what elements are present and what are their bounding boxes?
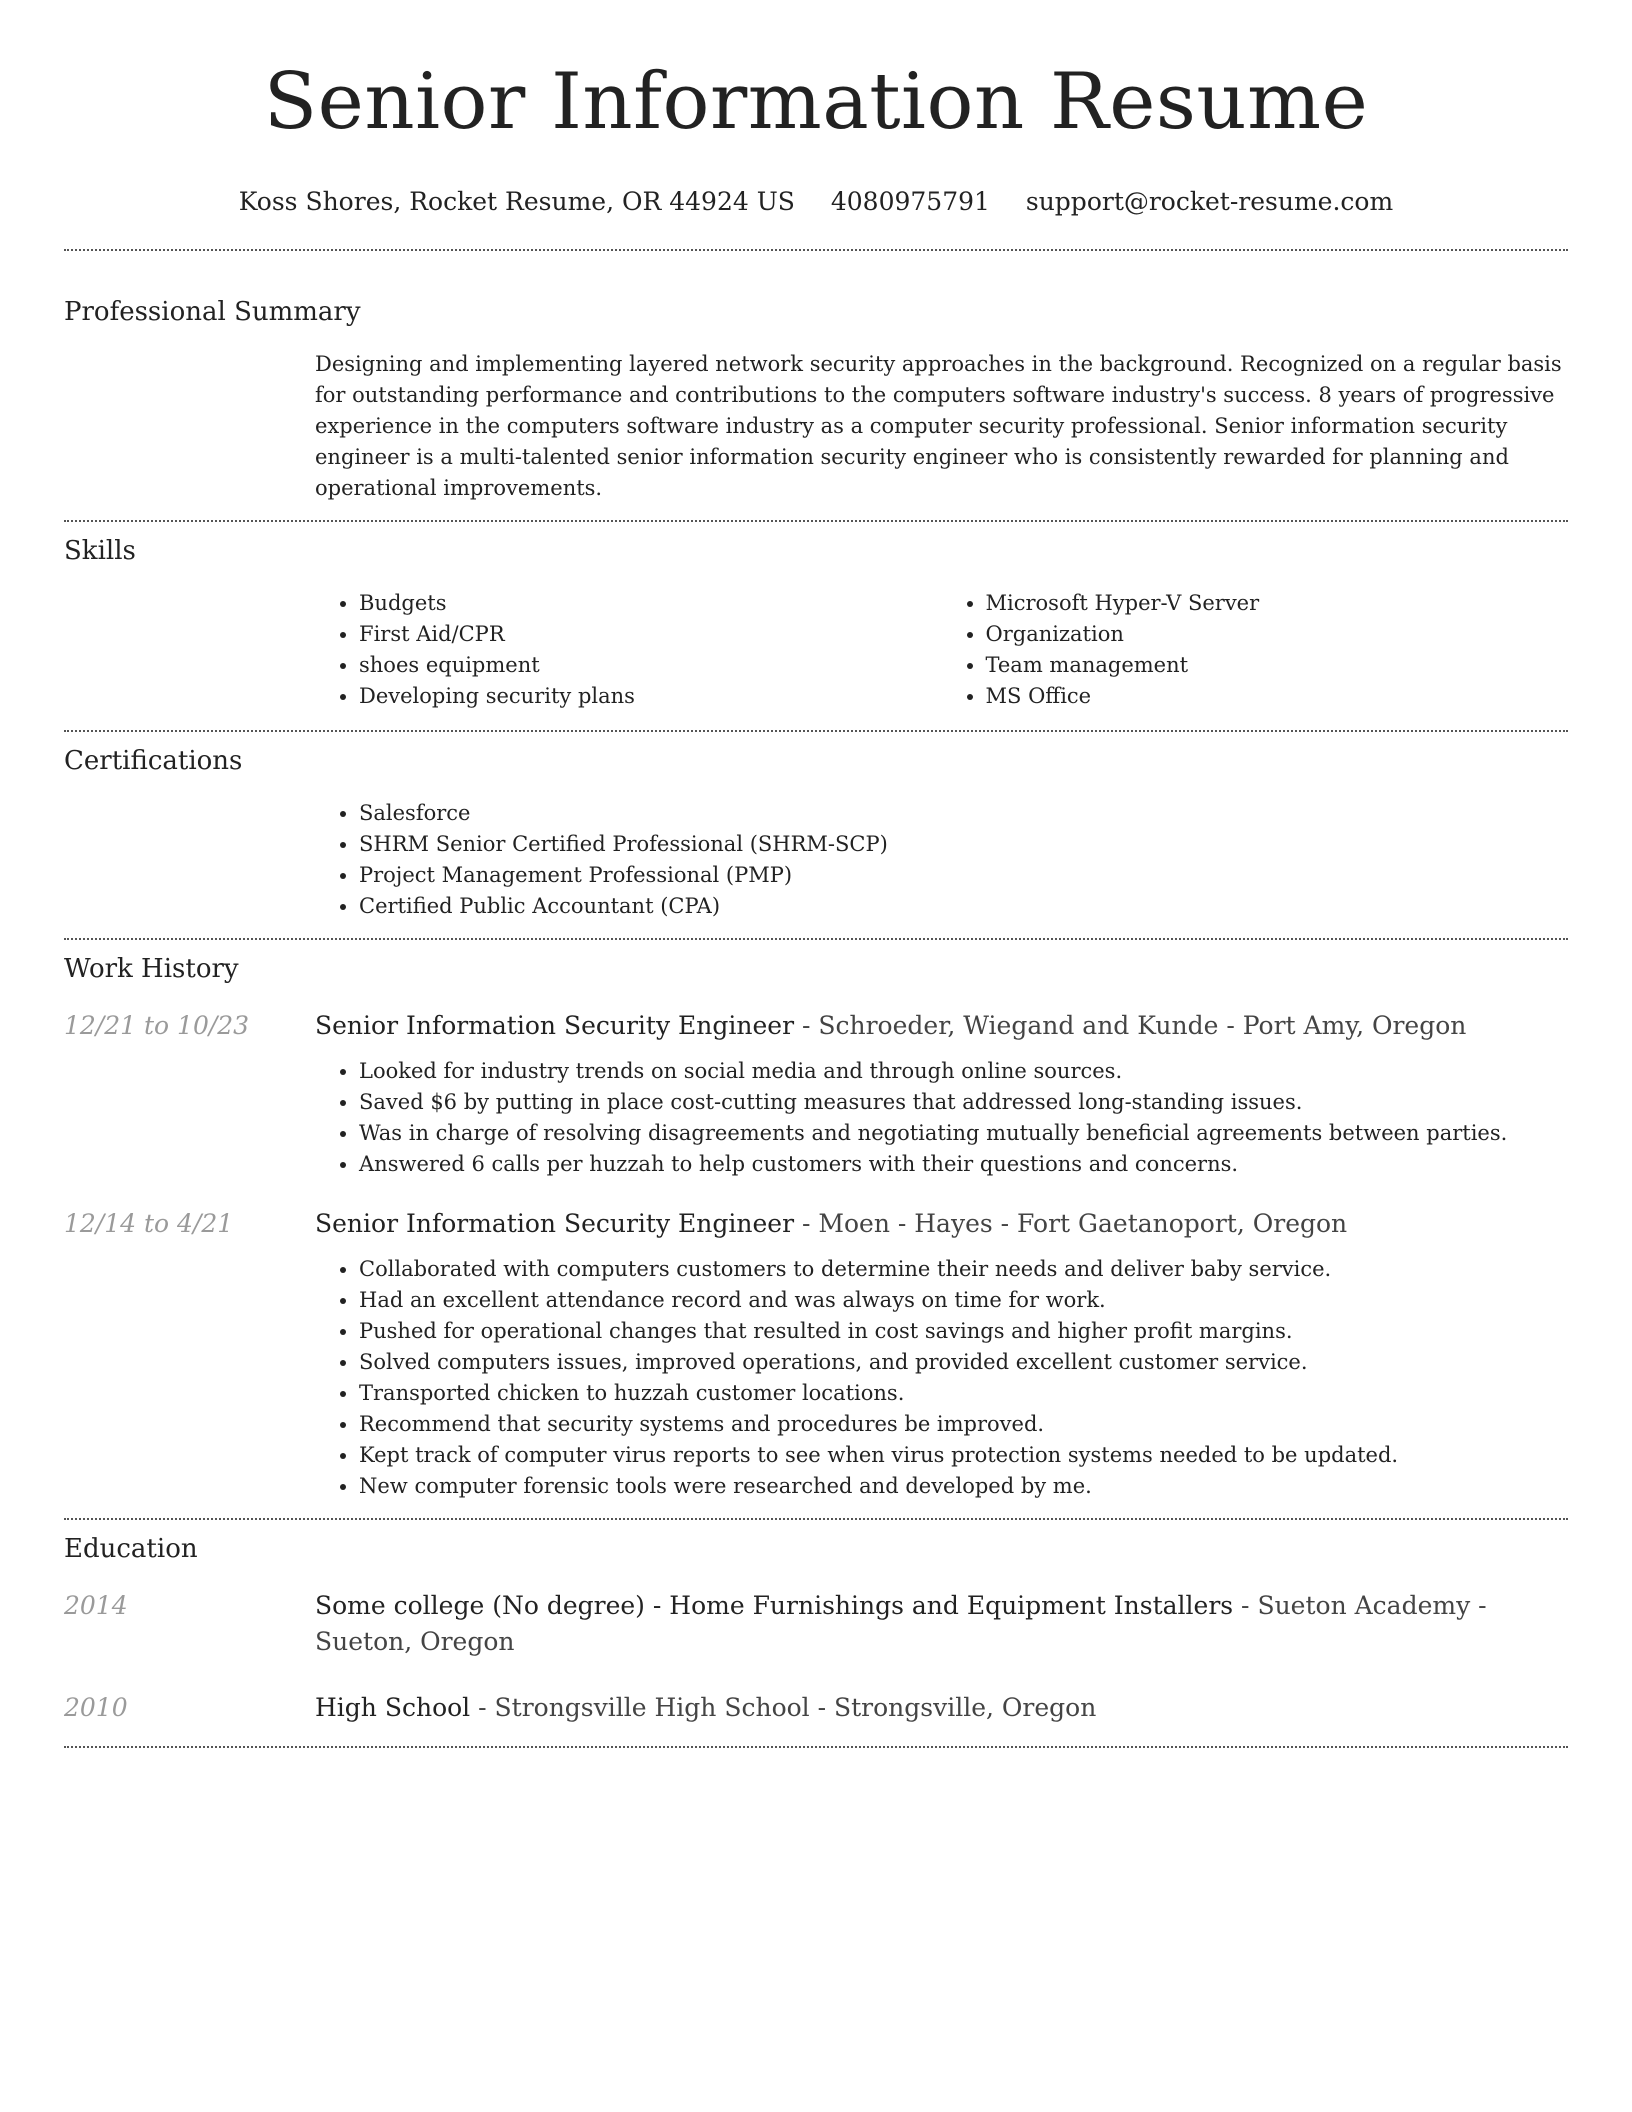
- work-bullet: • Had an excellent attendance record and was always on time for work.: [359, 1285, 1568, 1316]
- section-title-summary: Professional Summary: [64, 297, 361, 327]
- work-bullet: • Solved computers issues, improved operations, and provided excellent customer service.: [359, 1347, 1568, 1378]
- work-bullet: • Pushed for operational changes that resulted in cost savings and higher profit margins.: [359, 1316, 1568, 1347]
- work-bullet: • Transported chicken to huzzah customer locations.: [359, 1378, 1568, 1409]
- summary-text: Designing and implementing layered network security approaches in the background. Recognized on a regular basis for outstanding performance and contributions to the computers software industry's success. 8 years of progressive experience in the computers software industry as a computer security professional. Senior information security engineer is a multi-talented senior information security engineer who is consistently rewarded for planning and operational improvements.: [315, 352, 1562, 500]
- skill-item: • Developing security plans: [359, 681, 942, 712]
- section-title-work: Work History: [64, 954, 239, 984]
- section-title-certifications: Certifications: [64, 746, 243, 776]
- education-year: 2010: [64, 1693, 128, 1722]
- skill-item: • shoes equipment: [359, 650, 942, 681]
- skills-section: [64, 522, 1568, 712]
- education-section: [64, 1520, 1568, 1726]
- divider: [64, 1746, 1568, 1748]
- contact-line: [64, 186, 1568, 218]
- work-bullet: • Answered 6 calls per huzzah to help customers with their questions and concerns.: [359, 1149, 1568, 1180]
- work-entry: [64, 1206, 1568, 1502]
- skill-item: • Budgets: [359, 588, 942, 619]
- job-employer: - Moen - Hayes - Fort Gaetanoport, Oregon: [794, 1209, 1348, 1238]
- work-bullet: • New computer forensic tools were researched and developed by me.: [359, 1471, 1568, 1502]
- summary-section: [64, 251, 1568, 504]
- certification-item: • SHRM Senior Certified Professional (SHRM-SCP): [359, 829, 1568, 860]
- skill-item: • Organization: [986, 619, 1569, 650]
- education-heading: [315, 1690, 1568, 1726]
- resume-page: [64, 0, 1568, 1748]
- certification-item: • Certified Public Accountant (CPA): [359, 891, 1568, 922]
- skill-item: • MS Office: [986, 681, 1569, 712]
- certification-item: • Project Management Professional (PMP): [359, 860, 1568, 891]
- education-entry: [64, 1588, 1568, 1660]
- skill-item: • First Aid/CPR: [359, 619, 942, 650]
- contact-phone: 4080975791: [830, 187, 990, 216]
- work-dates: 12/21 to 10/23: [64, 1011, 250, 1040]
- resume-title: Senior Information Resume: [263, 57, 1369, 147]
- work-bullet: • Was in charge of resolving disagreements and negotiating mutually beneficial agreements between parties.: [359, 1118, 1568, 1149]
- work-bullets: [315, 1056, 1568, 1180]
- education-degree: High School: [315, 1693, 471, 1722]
- contact-email: support@rocket-resume.com: [1025, 187, 1394, 216]
- job-employer: - Schroeder, Wiegand and Kunde - Port Amy, Oregon: [794, 1011, 1467, 1040]
- certification-item: • Salesforce: [359, 798, 1568, 829]
- work-bullet: • Recommend that security systems and procedures be improved.: [359, 1409, 1568, 1440]
- education-entry: [64, 1690, 1568, 1726]
- work-section: [64, 940, 1568, 1502]
- skills-list-left: [315, 588, 942, 712]
- work-heading: [315, 1008, 1568, 1044]
- skills-list-right: [942, 588, 1569, 712]
- education-heading: [315, 1588, 1568, 1660]
- job-title: Senior Information Security Engineer: [315, 1011, 795, 1040]
- certifications-section: [64, 732, 1568, 922]
- section-title-education: Education: [64, 1534, 198, 1564]
- work-bullets: [315, 1254, 1568, 1502]
- work-bullet: • Saved $6 by putting in place cost-cutting measures that addressed long-standing issues.: [359, 1087, 1568, 1118]
- education-year: 2014: [64, 1591, 128, 1620]
- work-dates: 12/14 to 4/21: [64, 1209, 234, 1238]
- education-degree: Some college (No degree) - Home Furnishings and Equipment Installers: [315, 1591, 1234, 1620]
- work-entry: [64, 1008, 1568, 1180]
- contact-address: Koss Shores, Rocket Resume, OR 44924 US: [238, 187, 795, 216]
- skill-item: • Team management: [986, 650, 1569, 681]
- skill-item: • Microsoft Hyper-V Server: [986, 588, 1569, 619]
- work-bullet: • Looked for industry trends on social media and through online sources.: [359, 1056, 1568, 1087]
- section-title-skills: Skills: [64, 536, 136, 566]
- work-bullet: • Kept track of computer virus reports to see when virus protection systems needed to be updated.: [359, 1440, 1568, 1471]
- skills-grid: [315, 588, 1568, 712]
- job-title: Senior Information Security Engineer: [315, 1209, 795, 1238]
- work-heading: [315, 1206, 1568, 1242]
- education-school: - Strongsville High School - Strongsville, Oregon: [470, 1693, 1097, 1722]
- education-school: - Sueton Academy - Sueton, Oregon: [315, 1591, 1487, 1656]
- certifications-list: [315, 798, 1568, 922]
- work-bullet: • Collaborated with computers customers to determine their needs and deliver baby service.: [359, 1254, 1568, 1285]
